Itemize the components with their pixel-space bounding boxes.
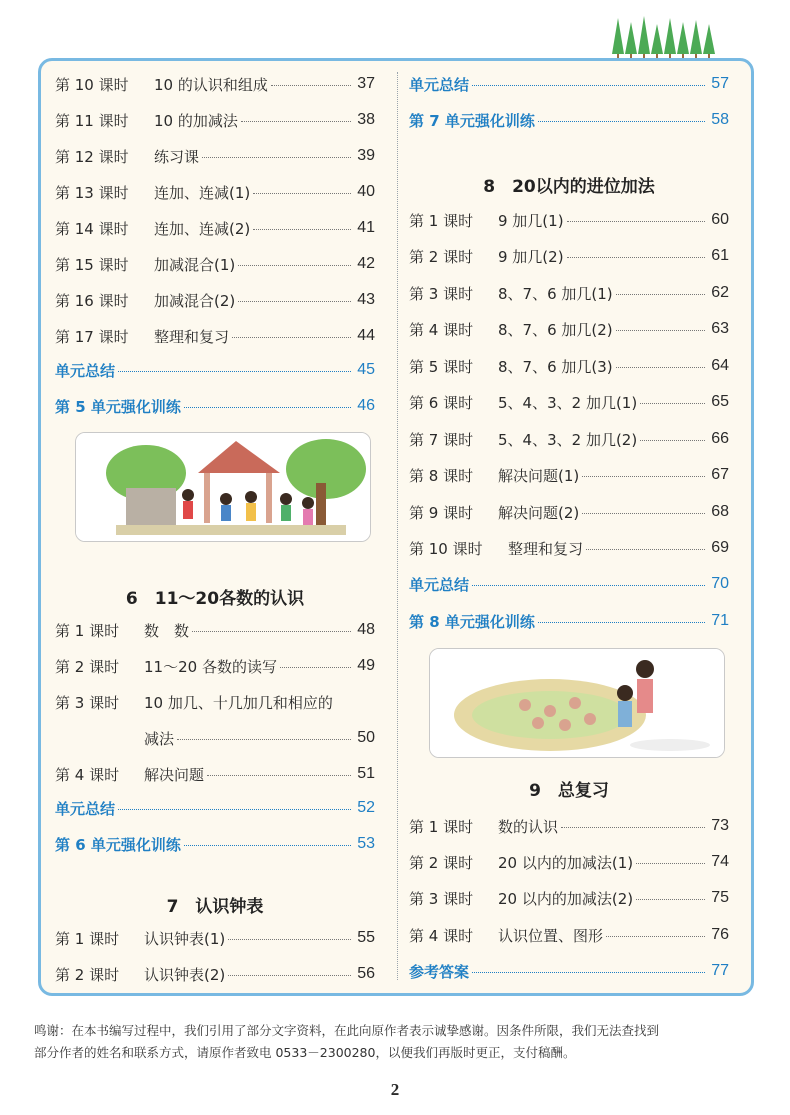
unit7-heading: 7 认识钟表 <box>166 897 264 917</box>
page-number: 2 <box>390 1080 400 1099</box>
toc-entry[interactable]: 第 4 课时 解决问题 51 <box>55 765 375 784</box>
toc-entry[interactable]: 第 16 课时 加减混合(2) 43 <box>55 291 375 310</box>
acknowledgement <box>34 1020 760 1064</box>
answers-entry[interactable]: 参考答案 77 <box>409 962 729 981</box>
acknowledgement-line: 鸣谢：在本书编写过程中，我们引用了部分文字资料，在此向原作者表示诚挚感谢。因条件所限，我们无法查找到 <box>34 1023 660 1038</box>
toc-entry[interactable]: 第 1 课时 数的认识 73 <box>409 817 729 836</box>
toc-entry[interactable]: 第 12 课时 练习课 39 <box>55 147 375 166</box>
toc-entry[interactable]: 第 3 课时 8、7、6 加几(1) 62 <box>409 284 729 303</box>
toc-entry[interactable]: 第 9 课时 解决问题(2) 68 <box>409 503 729 522</box>
toc-entry-continued[interactable]: 减法 50 <box>144 729 375 748</box>
toc-entry[interactable]: 第 13 课时 连加、连减(1) 40 <box>55 183 375 202</box>
toc-entry[interactable]: 第 2 课时 11～20 各数的读写 49 <box>55 657 375 676</box>
unit-summary-entry[interactable]: 单元总结 70 <box>409 575 729 594</box>
toc-entry[interactable]: 第 1 课时 认识钟表(1) 55 <box>55 929 375 948</box>
unit-summary-entry[interactable]: 单元总结 45 <box>55 361 375 380</box>
toc-entry[interactable]: 第 7 课时 5、4、3、2 加几(2) 66 <box>409 430 729 449</box>
toc-entry[interactable]: 第 4 课时 认识位置、图形 76 <box>409 926 729 945</box>
toc-entry[interactable]: 第 8 课时 解决问题(1) 67 <box>409 466 729 485</box>
unit-summary-entry[interactable]: 单元总结 52 <box>55 799 375 818</box>
toc-entry[interactable]: 第 6 课时 5、4、3、2 加几(1) 65 <box>409 393 729 412</box>
toc-entry[interactable]: 第 2 课时 9 加几(2) 61 <box>409 247 729 266</box>
toc-entry[interactable]: 第 10 课时 10 的认识和组成 37 <box>55 75 375 94</box>
unit-training-entry[interactable]: 第 8 单元强化训练 71 <box>409 612 729 631</box>
pine-trees-icon <box>612 14 722 58</box>
toc-entry[interactable]: 第 11 课时 10 的加减法 38 <box>55 111 375 130</box>
unit-training-entry[interactable]: 第 5 单元强化训练 46 <box>55 397 375 416</box>
toc-entry[interactable]: 第 3 课时 10 加几、十几加几和相应的 <box>55 693 333 712</box>
toc-entry[interactable]: 第 15 课时 加减混合(1) 42 <box>55 255 375 274</box>
unit-training-entry[interactable]: 第 6 单元强化训练 53 <box>55 835 375 854</box>
toc-entry[interactable]: 第 1 课时 数 数 48 <box>55 621 375 640</box>
toc-entry[interactable]: 第 10 课时 整理和复习 69 <box>409 539 729 558</box>
toc-entry[interactable]: 第 14 课时 连加、连减(2) 41 <box>55 219 375 238</box>
toc-entry[interactable]: 第 17 课时 整理和复习 44 <box>55 327 375 346</box>
unit6-heading: 6 11～20各数的认识 <box>125 589 305 609</box>
sheep-pen-illustration <box>429 648 725 758</box>
park-illustration <box>75 432 371 542</box>
acknowledgement-line: 部分作者的姓名和联系方式，请原作者致电 0533－2300280，以便我们再版时更正，支付稿酬。 <box>34 1045 576 1060</box>
toc-entry[interactable]: 第 4 课时 8、7、6 加几(2) 63 <box>409 320 729 339</box>
column-divider <box>397 72 398 980</box>
toc-entry[interactable]: 第 1 课时 9 加几(1) 60 <box>409 211 729 230</box>
toc-entry[interactable]: 第 3 课时 20 以内的加减法(2) 75 <box>409 889 729 908</box>
toc-entry[interactable]: 第 5 课时 8、7、6 加几(3) 64 <box>409 357 729 376</box>
unit-summary-entry[interactable]: 单元总结 57 <box>409 75 729 94</box>
unit9-heading: 9 总复习 <box>529 781 609 801</box>
unit-training-entry[interactable]: 第 7 单元强化训练 58 <box>409 111 729 130</box>
unit8-heading: 8 20以内的进位加法 <box>483 177 655 197</box>
toc-entry[interactable]: 第 2 课时 认识钟表(2) 56 <box>55 965 375 984</box>
toc-entry[interactable]: 第 2 课时 20 以内的加减法(1) 74 <box>409 853 729 872</box>
